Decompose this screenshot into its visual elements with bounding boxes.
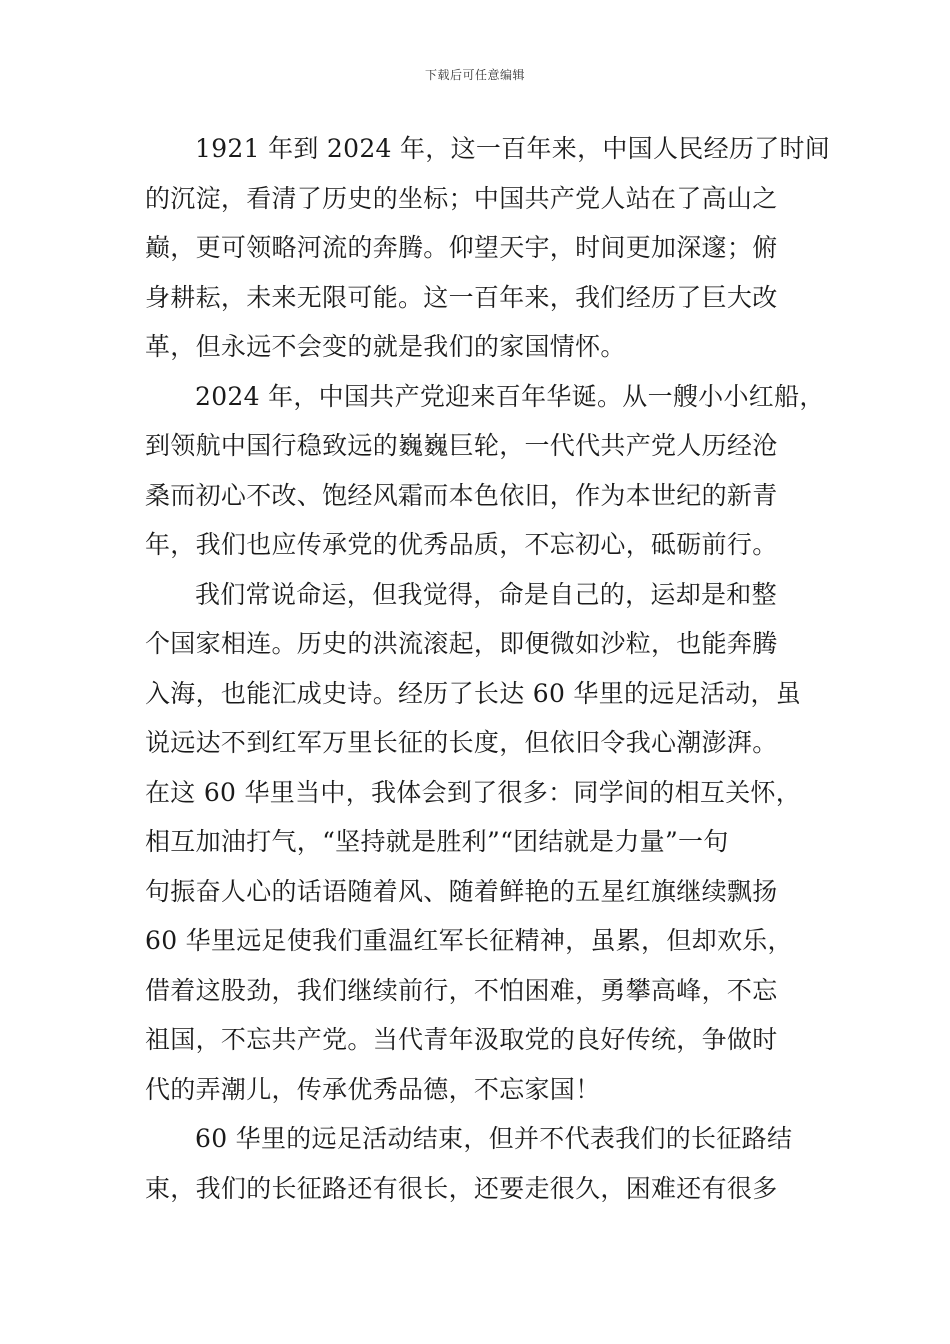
- paragraph-4: [145, 1114, 807, 1213]
- paragraph-line: 桑而初心不改、饱经风霜而本色依旧，作为本世纪的新青: [145, 480, 778, 510]
- paragraph-line: 的沉淀，看清了历史的坐标；中国共产党人站在了高山之: [145, 183, 778, 213]
- paragraph-line: 1921 年到 2024 年，这一百年来，中国人民经历了时间: [195, 134, 831, 163]
- paragraph-line: 革，但永远不会变的就是我们的家国情怀。: [145, 332, 626, 361]
- paragraph-line: 个国家相连。历史的洪流滚起，即便微如沙粒，也能奔腾: [145, 629, 778, 658]
- paragraph-line: 祖国，不忘共产党。当代青年汲取党的良好传统，争做时: [145, 1025, 778, 1054]
- paragraph-line: 句振奋人心的话语随着风、随着鲜艳的五星红旗继续飘扬: [145, 876, 778, 906]
- paragraph-line: 我们常说命运，但我觉得，命是自己的，运却是和整: [195, 579, 777, 609]
- document-body: [145, 124, 831, 1213]
- paragraph-line: 巅，更可领略河流的奔腾。仰望天宇，时间更加深邃；俯: [145, 233, 778, 262]
- paragraph-line: 入海，也能汇成史诗。经历了长达 60 华里的远足活动，虽: [145, 678, 802, 708]
- paragraph-line: 年，我们也应传承党的优秀品质，不忘初心，砥砺前行。: [145, 530, 778, 559]
- paragraph-1: [145, 124, 831, 372]
- paragraph-line: 相互加油打气，“坚持就是胜利”“团结就是力量”一句: [145, 827, 729, 856]
- paragraph-line: 2024 年，中国共产党迎来百年华诞。从一艘小小红船，: [195, 381, 825, 411]
- paragraph-line: 身耕耘，未来无限可能。这一百年来，我们经历了巨大改: [145, 282, 778, 312]
- paragraph-2: [145, 372, 825, 570]
- paragraph-line: 借着这股劲，我们继续前行，不怕困难，勇攀高峰，不忘: [145, 975, 778, 1005]
- paragraph-line: 60 华里的远足活动结束，但并不代表我们的长征路结: [195, 1124, 793, 1153]
- paragraph-line: 束，我们的长征路还有很长，还要走很久，困难还有很多: [145, 1173, 778, 1203]
- header-note: 下载后可任意编辑: [424, 68, 525, 82]
- paragraph-3: [145, 570, 807, 1115]
- paragraph-line: 60 华里远足使我们重温红军长征精神，虽累，但却欢乐，: [145, 926, 793, 955]
- paragraph-line: 代的弄潮儿，传承优秀品德，不忘家国！: [145, 1074, 601, 1104]
- paragraph-line: 说远达不到红军万里长征的长度，但依旧令我心潮澎湃。: [145, 728, 778, 757]
- paragraph-line: 在这 60 华里当中，我体会到了很多：同学间的相互关怀，: [145, 777, 802, 807]
- paragraph-line: 到领航中国行稳致远的巍巍巨轮，一代代共产党人历经沧: [145, 431, 778, 460]
